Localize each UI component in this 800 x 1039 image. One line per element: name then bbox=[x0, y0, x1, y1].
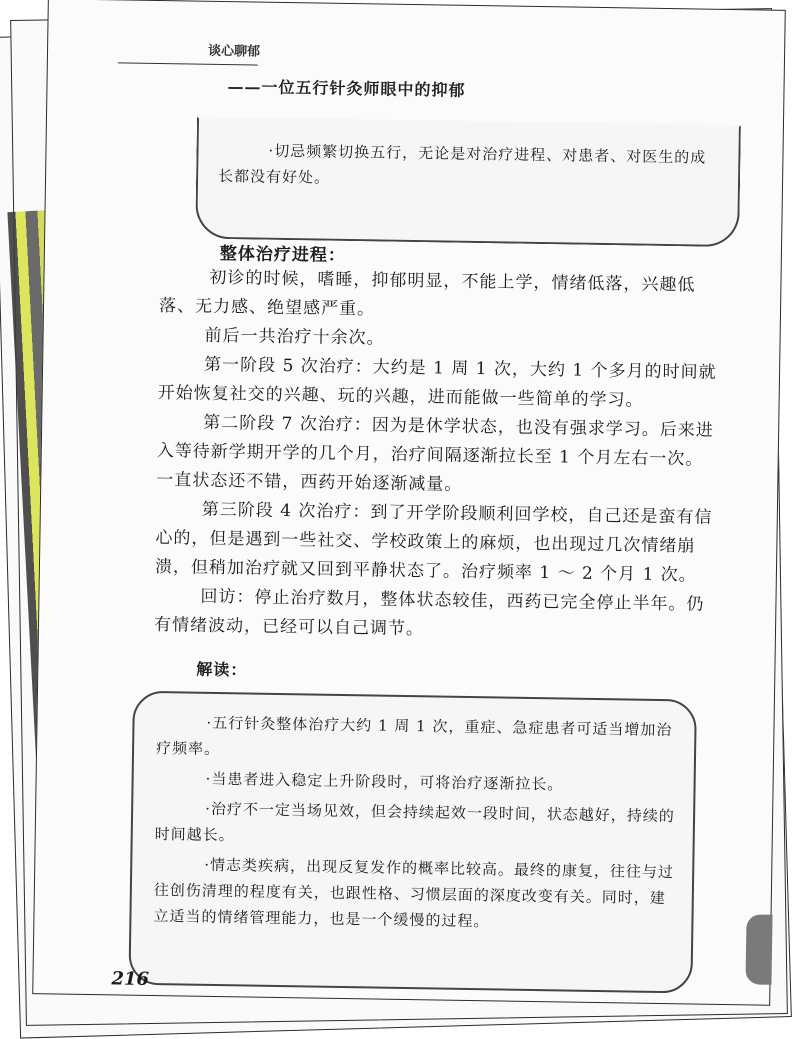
progress-paragraph: 第二阶段 7 次治疗：因为是休学状态，也没有强求学习。后来进入等待新学期开学的几个月，治疗间隔逐渐拉长至 1 个月左右一次。一直状态还不错，西药开始逐渐减量。 bbox=[156, 412, 714, 495]
progress-paragraph: 第三阶段 4 次治疗：到了开学阶段顺利回学校，自己还是蛮有信心的，但是遇到一些社交、学校政策上的麻烦，也出现过几次情绪崩溃，但稍加治疗就又回到平静状态了。治疗频率 1 ～ 2 个月 1 次。 bbox=[154, 499, 713, 586]
running-header-title: ——一位五行针灸师眼中的抑郁 bbox=[227, 77, 466, 100]
interpretation-box bbox=[128, 691, 697, 994]
progress-body bbox=[154, 263, 720, 649]
progress-paragraph: 第一阶段 5 次治疗：大约是 1 周 1 次，大约 1 个多月的时间就开始恢复社交的兴趣、玩的兴趣，进而能做一些简单的学习。 bbox=[157, 354, 717, 411]
top-note-box bbox=[195, 117, 741, 248]
progress-paragraph: 初诊的时候，嗜睡，抑郁明显，不能上学，情绪低落，兴趣低落、无力感、绝望感严重。 bbox=[158, 267, 696, 320]
progress-paragraph: 回访：停止治疗数月，整体状态较佳，西药已完全停止半年。仍有情绪波动，已经可以自己调节。 bbox=[153, 586, 705, 640]
progress-heading: 整体治疗进程： bbox=[219, 243, 347, 266]
interpretation-item: ·当患者进入稳定上升阶段时，可将治疗逐渐拉长。 bbox=[205, 769, 564, 794]
interpretation-item: ·治疗不一定当场见效，但会持续起效一段时间，状态越好，持续的时间越长。 bbox=[154, 799, 676, 845]
interpretation-item: ·五行针灸整体治疗大约 1 周 1 次，重症、急症患者可适当增加治疗频率。 bbox=[155, 713, 673, 759]
interpretation-item: ·情志类疾病，出现反复发作的概率比较高。最终的康复，往往与过往创伤清理的程度有关，也跟性格、习惯层面的深度改变有关。同时，建立适当的情绪管理能力，也是一个缓慢的过程。 bbox=[153, 855, 675, 931]
page-corner-tab bbox=[745, 914, 772, 984]
header-rule bbox=[118, 62, 258, 65]
interpretation-heading: 解读： bbox=[196, 659, 248, 680]
progress-paragraph: 前后一共治疗十余次。 bbox=[204, 325, 385, 349]
page-number: 216 bbox=[111, 968, 150, 990]
book-page bbox=[32, 0, 786, 1006]
interpretation-list bbox=[153, 709, 676, 941]
top-note-bullet: ·切忌频繁切换五行，无论是对治疗进程、对患者、对医生的成长都没有好处。 bbox=[217, 141, 707, 187]
running-header-series: 谈心聊郁 bbox=[207, 43, 261, 60]
